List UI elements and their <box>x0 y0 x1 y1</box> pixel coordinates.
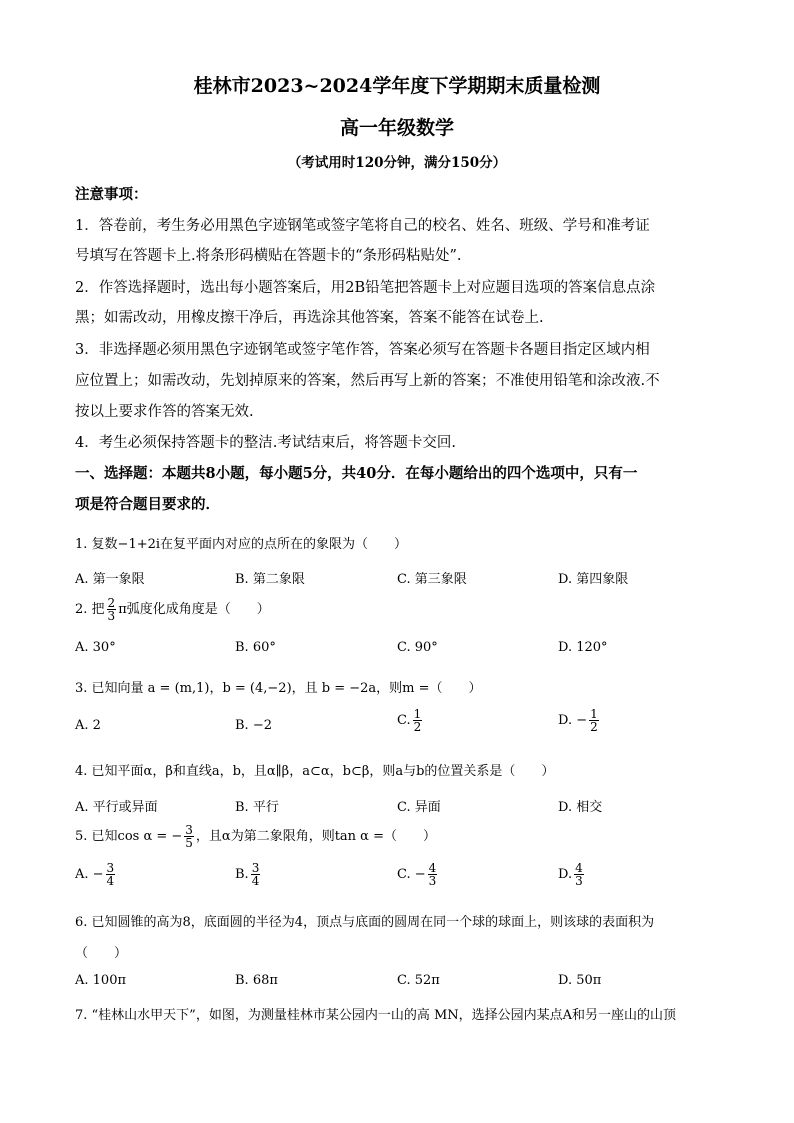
fraction <box>574 862 584 887</box>
fraction <box>106 862 116 887</box>
note-line: 4．考生必须保持答题卡的整洁.考试结束后，将答题卡交回. <box>75 435 456 451</box>
option[interactable]: B. −2 <box>235 718 272 733</box>
option[interactable] <box>558 862 586 887</box>
numerator: 3 <box>185 823 193 837</box>
fraction <box>413 708 423 733</box>
denominator: 2 <box>413 720 422 734</box>
section-heading: 项是符合题目要求的． <box>75 496 220 513</box>
option-label: D. − <box>558 713 588 728</box>
numerator: 3 <box>251 861 260 875</box>
note-line: 号填写在答题卡上.将条形码横贴在答题卡的“条形码粘贴处”. <box>75 248 462 264</box>
denominator: 3 <box>428 874 437 888</box>
numerator: 4 <box>428 861 437 875</box>
question-text: ，且α为第二象限角，则tan α =（ ） <box>195 829 436 844</box>
option[interactable]: A. 100π <box>75 973 127 988</box>
question-5 <box>75 824 436 849</box>
denominator: 4 <box>106 874 115 888</box>
option[interactable] <box>75 862 117 887</box>
numerator: 3 <box>106 861 115 875</box>
question-4: 4. 已知平面α，β和直线a，b，且α∥β，a⊂α，b⊂β，则a与b的位置关系是（ ） <box>75 764 555 779</box>
exam-title: 桂林市2023~2024学年度下学期期末质量检测 <box>193 75 601 97</box>
denominator: 5 <box>185 836 193 850</box>
question-3: 3. 已知向量 a = (m,1)，b = (4,−2)，且 b = −2a，则m =（ ） <box>75 681 482 696</box>
option[interactable]: C. 异面 <box>397 800 441 815</box>
option[interactable]: D. 50π <box>558 973 602 988</box>
note-line: 应位置上；如需改动，先划掉原来的答案，然后再写上新的答案；不准使用铅笔和涂改液.不 <box>75 373 660 389</box>
math-expression: −1+2i <box>117 537 161 552</box>
fraction <box>251 862 261 887</box>
fraction <box>184 824 194 849</box>
note-line: 3．非选择题必须用黑色字迹钢笔或签字笔作答，答案必须写在答题卡各题目指定区域内相 <box>75 342 650 358</box>
option[interactable]: B. 68π <box>235 973 278 988</box>
denominator: 4 <box>251 874 260 888</box>
option-label: B. <box>235 867 249 882</box>
question-7: 7. “桂林山水甲天下”，如图，为测量桂林市某公园内一山的高 MN，选择公园内某点A和另一座山的山顶 <box>75 1008 677 1023</box>
fraction <box>428 862 438 887</box>
option[interactable]: D. 相交 <box>558 800 603 815</box>
numerator: 1 <box>590 707 598 721</box>
question-number: 1. 复数 <box>75 537 118 552</box>
question-1 <box>75 533 407 552</box>
option[interactable]: A. 第一象限 <box>75 572 145 587</box>
option[interactable]: A. 2 <box>75 718 101 733</box>
denominator: 3 <box>575 874 583 888</box>
option[interactable]: B. 60° <box>235 640 276 655</box>
numerator: 4 <box>575 861 583 875</box>
option-label: A. − <box>75 867 104 882</box>
note-line: 黑；如需改动，用橡皮擦干净后，再选涂其他答案，答案不能答在试卷上. <box>75 310 544 326</box>
exam-info: （考试用时120分钟，满分150分） <box>287 155 507 171</box>
option[interactable]: A. 30° <box>75 640 116 655</box>
option[interactable] <box>558 708 601 733</box>
question-6: 6. 已知圆锥的高为8，底面圆的半径为4，顶点与底面的圆周在同一个球的球面上，则该球的表面积为 <box>75 915 655 930</box>
section-heading: 一、选择题：本题共8小题，每小题5分，共40分．在每小题给出的四个选项中，只有一 <box>75 465 638 482</box>
numerator: 1 <box>413 707 422 721</box>
option-label: C. − <box>397 867 426 882</box>
question-text: 5. 已知cos α = − <box>75 829 183 844</box>
option[interactable]: A. 平行或异面 <box>75 800 158 815</box>
question-2 <box>75 597 270 622</box>
denominator: 3 <box>107 609 116 623</box>
note-line: 按以上要求作答的答案无效. <box>75 404 254 420</box>
option[interactable]: D. 第四象限 <box>558 572 629 587</box>
option[interactable]: D. 120° <box>558 640 608 655</box>
option[interactable] <box>397 708 424 733</box>
option[interactable]: C. 第三象限 <box>397 572 467 587</box>
numerator: 2 <box>107 596 116 610</box>
denominator: 2 <box>590 720 598 734</box>
note-line: 2．作答选择题时，选出每小题答案后，用2B铅笔把答题卡上对应题目选项的答案信息点涂 <box>75 280 656 296</box>
option[interactable] <box>235 862 262 887</box>
note-line: 1．答卷前，考生务必用黑色字迹钢笔或签字笔将自己的校名、姓名、班级、学号和准考证 <box>75 218 650 234</box>
fraction <box>589 708 599 733</box>
option[interactable] <box>397 862 439 887</box>
fraction <box>107 597 117 622</box>
notes-heading: 注意事项： <box>75 186 148 203</box>
option[interactable]: B. 第二象限 <box>235 572 305 587</box>
option-label: D. <box>558 867 573 882</box>
question-text: 弧度化成角度是（ ） <box>126 602 270 617</box>
option-label: C. <box>397 713 411 728</box>
exam-subtitle: 高一年级数学 <box>339 117 454 139</box>
option[interactable]: C. 52π <box>397 973 440 988</box>
question-number: 2. 把 <box>75 602 105 617</box>
question-6-cont: （ ） <box>75 946 128 961</box>
option[interactable]: B. 平行 <box>235 800 279 815</box>
option[interactable]: C. 90° <box>397 640 438 655</box>
question-text: 在复平面内对应的点所在的象限为（ ） <box>160 537 408 552</box>
pi-symbol: π <box>118 602 127 617</box>
